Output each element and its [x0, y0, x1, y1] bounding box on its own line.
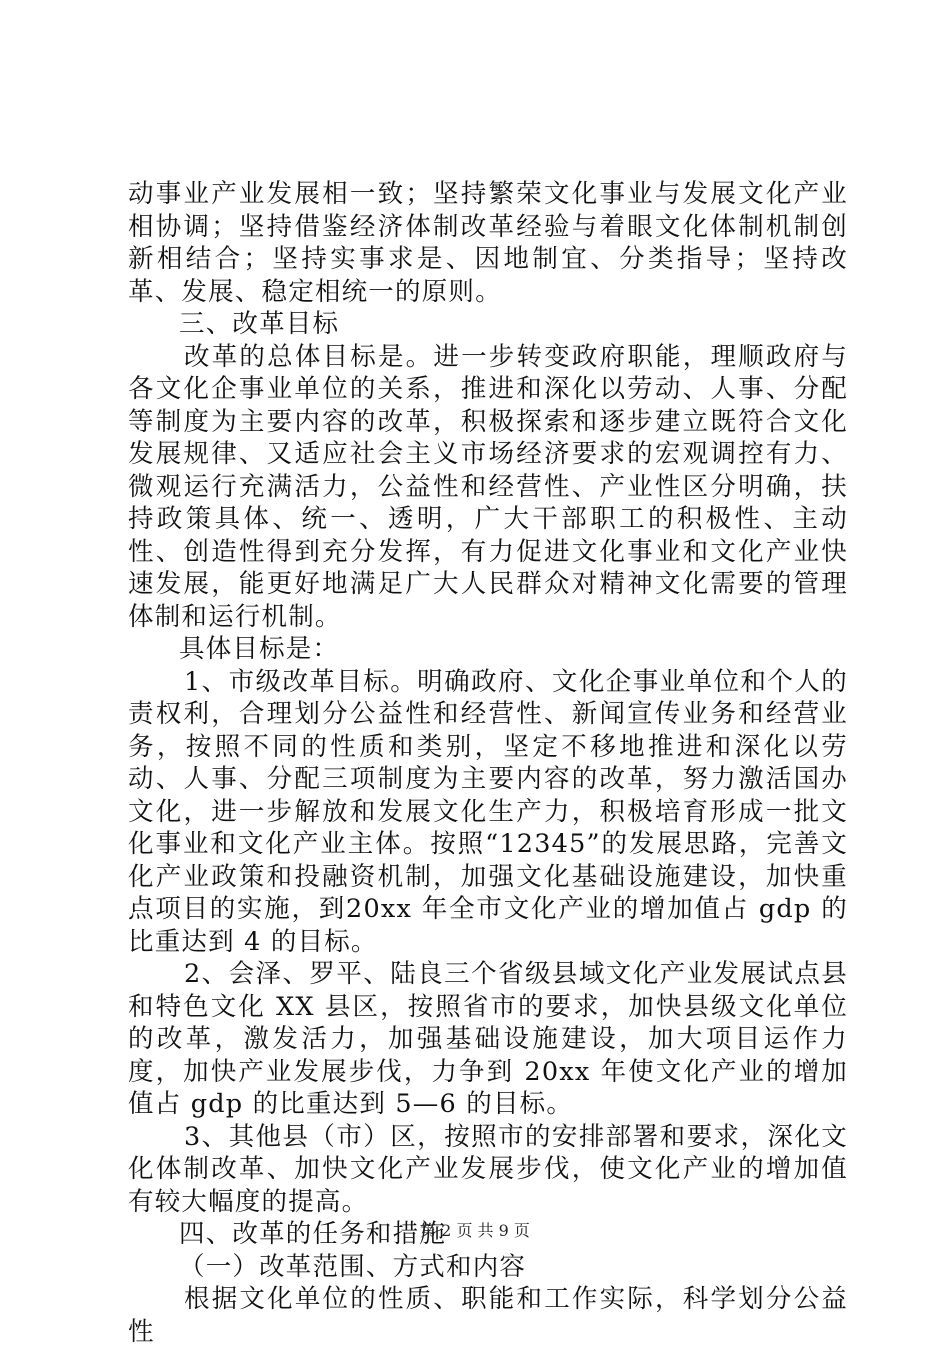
heading-reform-goals: 三、改革目标 [179, 309, 340, 339]
paragraph-pilot-counties-goal: 2、会泽、罗平、陆良三个省级县域文化产业发展试点县和特色文化 XX 县区，按照省市的要求，加快县级文化单位的改革，激发活力，加强基础设施建设，加大项目运作力度，加快产业发展步伐，力争到 20xx 年使文化产业的增加值占 gdp 的比重达到 5—6 的目标。 [128, 959, 848, 1119]
document-body [128, 178, 848, 1348]
paragraph-classification-start: 根据文化单位的性质、职能和工作实际，科学划分公益性 [128, 1284, 848, 1347]
heading-tasks-and-measures: 四、改革的任务和措施 [179, 1219, 447, 1249]
paragraph-overall-goal: 改革的总体目标是。进一步转变政府职能，理顺政府与各文化企事业单位的关系，推进和深化以劳动、人事、分配等制度为主要内容的改革，积极探索和逐步建立既符合文化发展规律、又适应社会主义市场经济要求的宏观调控有力、微观运行充满活力，公益性和经营性、产业性区分明确，扶持政策具体、统一、透明，广大干部职工的积极性、主动性、创造性得到充分发挥，有力促进文化事业和文化产业快速发展，能更好地满足广大人民群众对精神文化需要的管理体制和运行机制。 [128, 341, 848, 632]
paragraph-principles-continued: 动事业产业发展相一致；坚持繁荣文化事业与发展文化产业相协调；坚持借鉴经济体制改革经验与着眼文化体制机制创新相结合；坚持实事求是、因地制宜、分类指导；坚持改革、发展、稳定相统一的原则。 [128, 179, 848, 307]
paragraph-other-counties-goal: 3、其他县（市）区，按照市的安排部署和要求，深化文化体制改革、加快文化产业发展步伐，使文化产业的增加值有较大幅度的提高。 [128, 1121, 848, 1217]
subheading-scope-methods-content: （一）改革范围、方式和内容 [179, 1251, 527, 1282]
heading-specific-goals: 具体目标是： [179, 634, 340, 664]
page-footer: 第 2 页 共 9 页 [420, 1221, 530, 1240]
paragraph-city-level-goal: 1、市级改革目标。明确政府、文化企事业单位和个人的责权利，合理划分公益性和经营性、新闻宣传业务和经营业务，按照不同的性质和类别，坚定不移地推进和深化以劳动、人事、分配三项制度为主要内容的改革，努力激活国办文化，进一步解放和发展文化生产力，积极培育形成一批文化事业和文化产业主体。按照“12345”的发展思路，完善文化产业政策和投融资机制，加强文化基础设施建设，加快重点项目的实施，到20xx 年全市文化产业的增加值占 gdp 的比重达到 4 的目标。 [128, 666, 848, 957]
